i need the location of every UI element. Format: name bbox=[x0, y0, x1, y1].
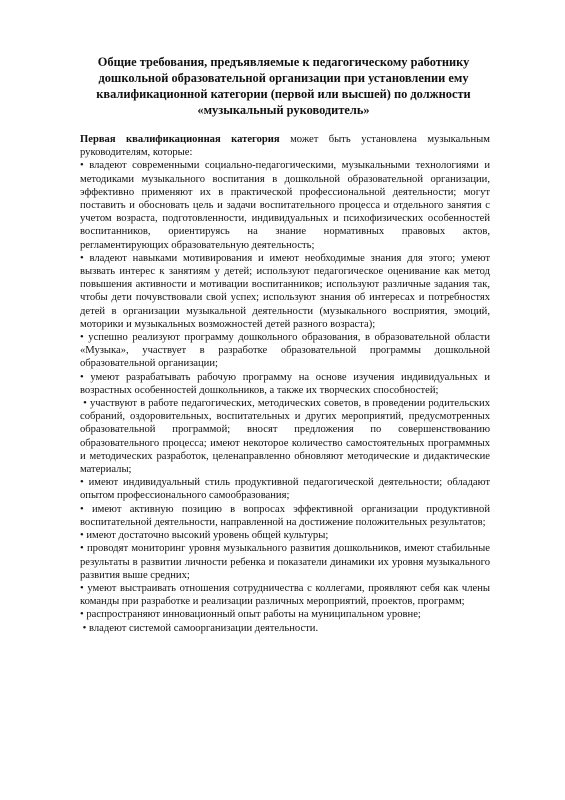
bullet-icon: • bbox=[80, 252, 84, 264]
title-line: дошкольной образовательной организации при установлении ему bbox=[98, 71, 469, 85]
list-item bbox=[80, 542, 490, 582]
list-item bbox=[80, 397, 490, 476]
title-line: «музыкальный руководитель» bbox=[197, 103, 370, 117]
bullet-icon: • bbox=[80, 609, 84, 621]
document-title bbox=[70, 54, 497, 118]
list-item bbox=[80, 331, 490, 371]
list-item-text: умеют разрабатывать рабочую программу на основе изучения индивидуальных и возрастных особенностей дошкольников, а также их творческих способностей; bbox=[80, 371, 490, 396]
list-item bbox=[80, 529, 490, 542]
list-item-text: распространяют инновационный опыт работы на муниципальном уровне; bbox=[86, 609, 421, 621]
list-item-text: участвуют в работе педагогических, методических советов, в проведении родительских собраний, оздоровительных, воспитательных и других мероприятий, предусмотренных образовательной программой; вносят предложения по совершенствованию образовательного процесса; имеют некоторое количество самостоятельных программных и методических разработок, целенаправленно обновляют методические и дидактические материалы; bbox=[80, 398, 491, 476]
list-item-text: проводят мониторинг уровня музыкального развития дошкольников, имеют стабильные результаты в развитии личности ребенка и показатели динамики их уровня музыкального развития выше средних; bbox=[80, 543, 490, 581]
bullet-icon: • bbox=[80, 160, 84, 172]
document-body bbox=[80, 133, 490, 635]
list-item-text: владеют навыками мотивирования и имеют необходимые знания для этого; умеют вызвать интерес к занятиям у детей; используют педагогическое оценивание как метод повышения активности и мотивации воспитанников; используют различные задания так, чтобы дети почувствовали свой успех; используют знания об интересах и потребностях детей в организации музыкальной деятельности (музыкального восприятия, эмоций, моторики и музыкальных возможностей детей разного возраста); bbox=[80, 252, 490, 330]
title-line: Общие требования, предъявляемые к педагогическому работнику bbox=[97, 55, 470, 69]
bullet-icon: • bbox=[80, 371, 84, 383]
intro-text: может быть установлена музыкальным руководителям, которые: bbox=[80, 134, 491, 159]
bullet-icon: • bbox=[80, 332, 84, 344]
list-item bbox=[80, 608, 490, 621]
bullet-icon: • bbox=[80, 503, 84, 515]
bullet-icon: • bbox=[80, 477, 84, 489]
list-item bbox=[80, 371, 490, 397]
list-item bbox=[80, 622, 490, 635]
list-item-text: умеют выстраивать отношения сотрудничества с коллегами, проявляют себя как члены команды при разработке и реализации различных мероприятий, проектов, программ; bbox=[80, 582, 490, 608]
list-item-text: владеют современными социально-педагогическими, музыкальными технологиями и методиками музыкального воспитания в дошкольной образовательной организации, эффективно применяют их в практической профессиональной деятельности; могут поставить и обосновать цель и задачи воспитательного процесса и отдельного занятия с учетом возраста, подготовленности, индивидуальных и психофизических особенностей воспитанников, ориентируясь на знание нормативных правовых актов, регламентирующих образовательную деятельность; bbox=[80, 160, 491, 251]
bullet-icon: • bbox=[80, 582, 84, 594]
title-line: квалификационной категории (первой или высшей) по должности bbox=[96, 87, 471, 101]
list-item-text: имеют активную позицию в вопросах эффективной организации продуктивной воспитательной деятельности, направленной на достижение положительных результатов; bbox=[80, 503, 490, 528]
bullet-icon: • bbox=[80, 530, 84, 542]
list-item-text: имеют достаточно высокий уровень общей культуры; bbox=[86, 530, 329, 542]
bullet-icon: • bbox=[83, 398, 87, 410]
list-item bbox=[80, 582, 490, 608]
intro-paragraph bbox=[80, 133, 490, 159]
list-item bbox=[80, 252, 490, 331]
list-item bbox=[80, 503, 490, 529]
list-item-text: имеют индивидуальный стиль продуктивной педагогической деятельности; обладают опытом профессионального самообразования; bbox=[80, 477, 490, 502]
list-item bbox=[80, 159, 490, 251]
bullet-icon: • bbox=[82, 622, 87, 634]
category-label: Первая квалификационная категория bbox=[80, 134, 280, 145]
bullet-icon: • bbox=[80, 543, 84, 555]
list-item-text: успешно реализуют программу дошкольного образования, в образовательной области «Музыка», участвует в разработке образовательной программы дошкольной образовательной организации; bbox=[80, 332, 490, 370]
list-item-text: владеют системой самоорганизации деятельности. bbox=[89, 622, 319, 634]
list-item bbox=[80, 476, 490, 502]
